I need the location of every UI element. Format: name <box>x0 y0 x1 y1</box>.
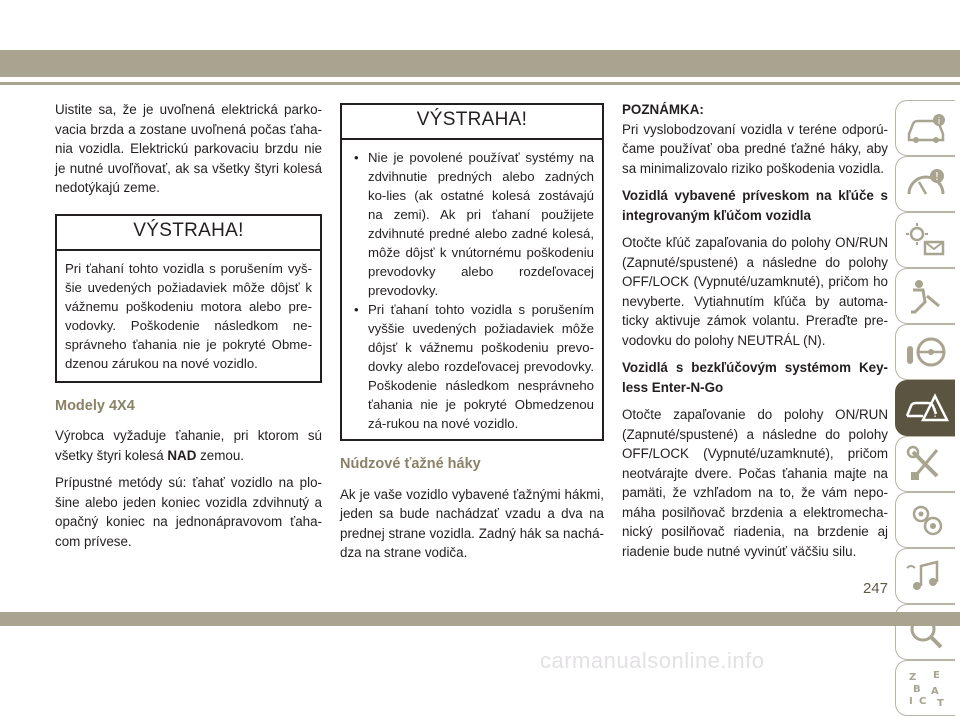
tab-steering[interactable] <box>895 324 955 380</box>
paragraph: Ak je vaše vozidlo vybavené ťažnými hákmi, jeden sa bude nachádzať vzadu a dva na prednej strane vozidla. Zadný hák sa nachá-dza na strane vodiča. <box>340 486 604 560</box>
paragraph: Otočte zapaľovanie do polohy ON/RUN (Zapnuté/spustené) a následne do polohy OFF/LOCK (Vypnuté/uzamknuté), pričom neotvárajte dvere. Počas ťahania majte na pamäti, že vzhľadom na to, že vám nepo-máha posilňovač brzdenia a elektromecha-nický posilňovač riadenia, na brzdenie aj riadenie bude nutné vyvinúť väčšiu silu. <box>622 407 888 559</box>
header-band <box>0 50 960 77</box>
maintenance-tools-icon <box>903 444 949 484</box>
steering-wheel-icon <box>903 332 949 372</box>
column-3 <box>622 100 888 569</box>
car-key-icon <box>903 276 949 316</box>
svg-text:E: E <box>932 669 940 681</box>
svg-text:!: ! <box>934 169 939 183</box>
subheading: Vozidlá s bezkľúčovým systémom Key-less Enter-N-Go <box>622 360 888 395</box>
dashboard-warning-icon <box>903 164 949 204</box>
subheading: Vozidlá vybavené príveskom na kľúče s integrovaným kľúčom vozidla <box>622 188 888 223</box>
airbag-safety-icon <box>903 220 949 260</box>
svg-text:T: T <box>936 697 944 709</box>
tab-dashboard[interactable] <box>895 156 955 212</box>
paragraph: Prípustné metódy sú: ťahať vozidlo na plo-šine alebo jeden koniec vozidla zdvihnutý a opačný koniec na jednonápravovom ťaha-com prívese. <box>55 475 322 549</box>
tab-safety[interactable] <box>895 212 955 268</box>
warning-list <box>342 140 602 439</box>
svg-text:B: B <box>912 683 921 695</box>
svg-text:I: I <box>908 695 913 707</box>
paragraph: Otočte kľúč zapaľovania do polohy ON/RUN (Zapnuté/spustené) a následne do polohy OFF/LOCK (Vypnuté/uzamknuté), pričom ho nevyberte. Vytiahnutím kľúča by automa-ticky aktivuje zámok volantu. Preraďte pre-vodovku do polohy NEUTRÁL (N). <box>622 235 888 348</box>
text-run: Výrobca vyžaduje ťahanie, pri ktorom sú všetky štyri kolesá <box>55 428 322 463</box>
car-info-icon <box>903 108 949 148</box>
warning-bullet: • Nie je povolené používať systémy na zdvihnutie predných alebo zadných ko-lies (ak ostatné kolesá zostávajú na zemi). Ak pri ťahaní použijete zdvihnuté predné alebo zadné kolesá, môže dôjsť k vnútornému poškodeniu prevodovky alebo rozdeľovacej prevodovky. <box>350 148 594 300</box>
multimedia-icon <box>903 556 949 596</box>
warning-bullet: • Pri ťahaní tohto vozidla s porušením vyššie uvedených požiadaviek môže dôjsť k vážnemu poškodeniu prevo-dovky alebo rozdeľovacej prevodovky. Poškodenie následkom nesprávneho ťahania nie je pokryté Obmedzenou zá-rukou na nové vozidlo. <box>350 300 594 433</box>
index-letters-icon <box>903 668 949 708</box>
page-number: 247 <box>862 580 888 597</box>
note-heading: POZNÁMKA: <box>622 102 704 117</box>
warning-title: VÝSTRAHA! <box>342 105 602 140</box>
warning-box <box>55 214 322 383</box>
section-heading: Núdzové ťažné háky <box>340 456 481 472</box>
warning-box <box>340 103 604 441</box>
note-text: Pri vyslobodzovaní vozidla v teréne odporú-čame používať oba predné ťažné háky, aby sa minimalizovalo riziko poškodenia vozidla. <box>622 121 888 176</box>
svg-text:i: i <box>937 116 940 127</box>
footer-band <box>0 612 960 626</box>
tab-multimedia[interactable] <box>895 548 955 604</box>
specifications-icon <box>903 500 949 540</box>
tab-maintenance[interactable] <box>895 436 955 492</box>
svg-text:Z: Z <box>908 671 916 683</box>
tab-specifications[interactable] <box>895 492 955 548</box>
emergency-hazard-icon <box>903 388 949 428</box>
warning-title: VÝSTRAHA! <box>57 216 320 251</box>
svg-text:A: A <box>930 685 939 697</box>
text-run: zemou. <box>196 447 245 463</box>
tab-car-info[interactable] <box>895 100 955 156</box>
svg-text:C: C <box>918 695 926 707</box>
tab-key[interactable] <box>895 268 955 324</box>
column-1 <box>55 100 322 559</box>
paragraph: Uistite sa, že je uvoľnená elektrická parko-vacia brzda a zostane uvoľnená počas ťaha-nia vozidla. Elektrickú parkovaciu brzdu nie je nutné uvoľňovať, ak sa všetky štyri kolesá nedotýkajú zeme. <box>55 102 322 195</box>
column-2 <box>340 103 604 571</box>
watermark: carmanualsonline.info <box>540 648 765 673</box>
section-heading: Modely 4X4 <box>55 397 135 414</box>
tab-index[interactable] <box>895 660 955 716</box>
tab-emergency[interactable] <box>895 380 955 436</box>
header-rule <box>0 82 960 85</box>
text-bold: NAD <box>167 447 197 463</box>
paragraph <box>55 426 322 465</box>
svg-text:!: ! <box>932 405 937 420</box>
warning-text: Pri ťahaní tohto vozidla s porušením vyš-šie uvedených požiadaviek môže dôjsť k vážnemu poškodeniu motora alebo pre-vodovky. Poškodenie následkom ne-správneho ťahania nie je pokryté Obme-dzenou zárukou na nové vozidlo. <box>65 260 312 371</box>
